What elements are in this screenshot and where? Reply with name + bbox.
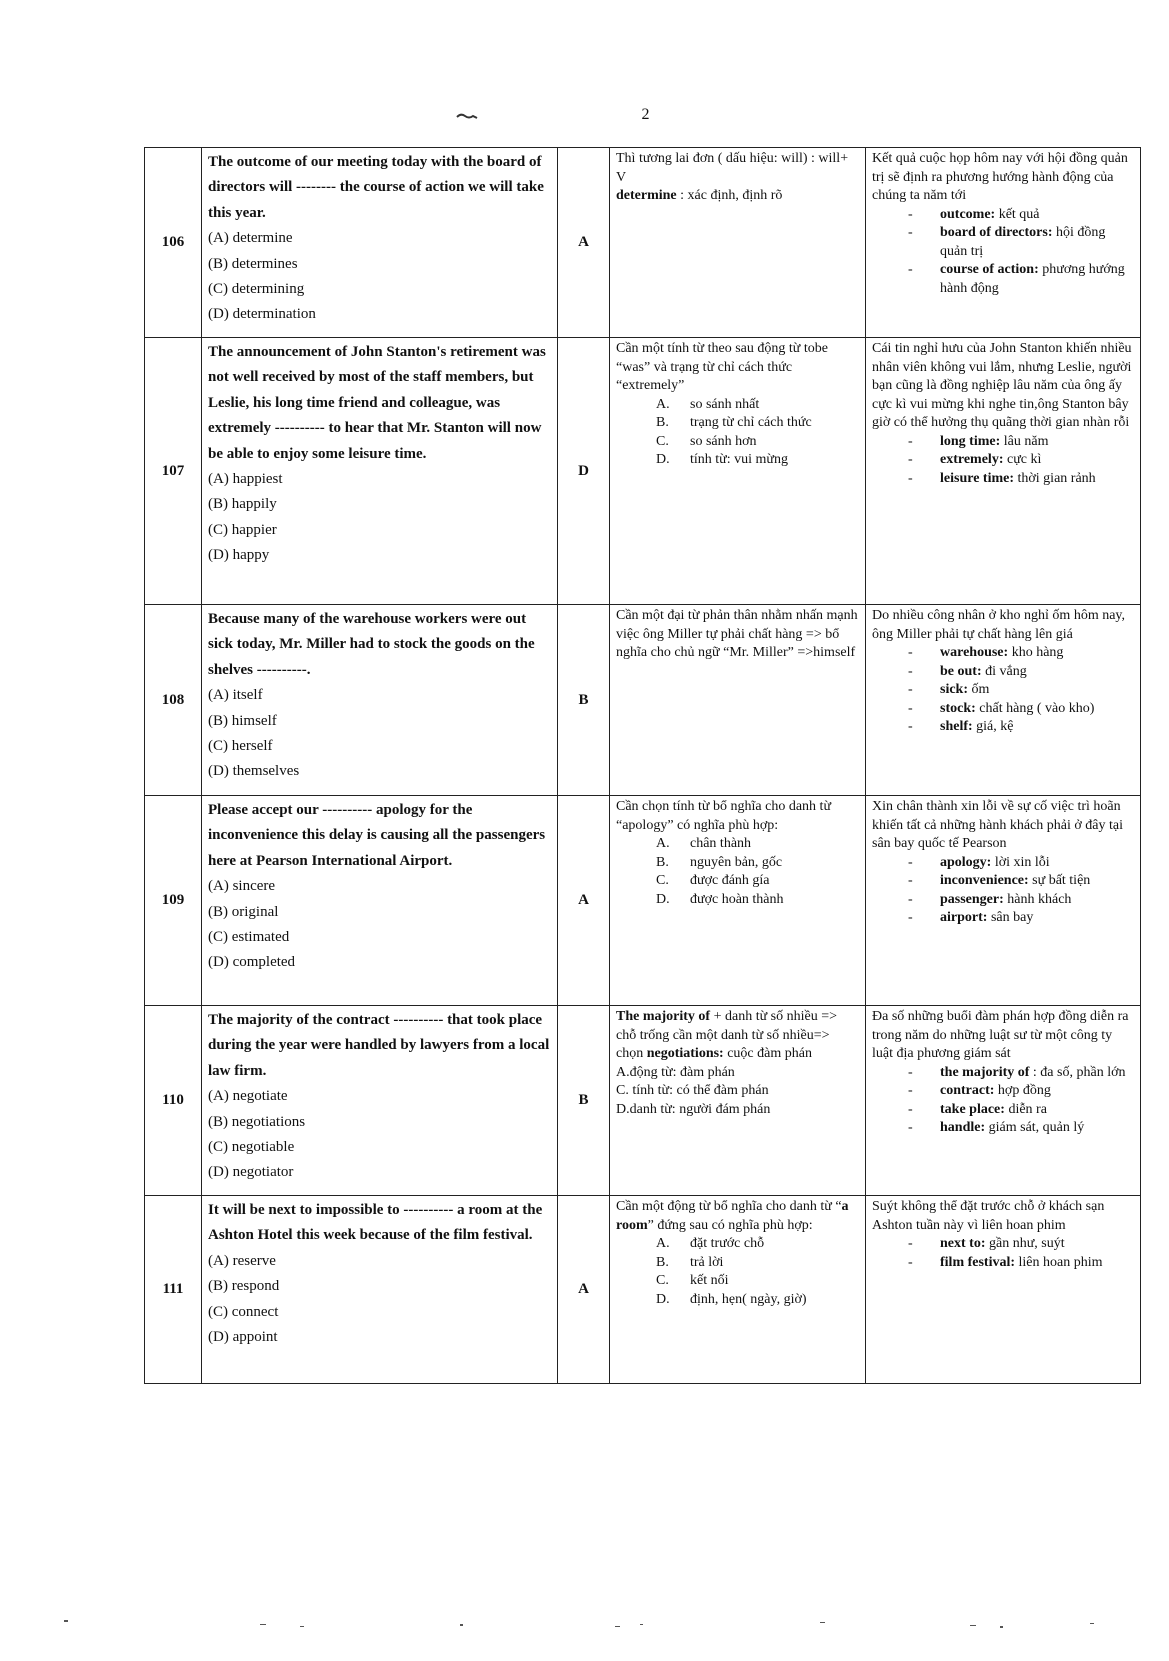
choice-meanings	[616, 835, 859, 909]
choice-meaning	[656, 835, 859, 854]
vocabulary-entry	[940, 1119, 1084, 1138]
vocabulary-term: take place:	[940, 1101, 1005, 1117]
translation-cell	[866, 1006, 1141, 1196]
dash-bullet: -	[908, 225, 913, 240]
translation-cell	[866, 148, 1141, 338]
vocabulary-entry	[940, 700, 1094, 719]
correct-answer: B	[558, 1006, 610, 1196]
vocabulary-list	[872, 1235, 1134, 1272]
choice-meaning	[656, 451, 859, 470]
answer-option: (A) reserve	[208, 1252, 276, 1269]
explanation-cell	[610, 796, 866, 1006]
answer-option: (B) negotiations	[208, 1113, 306, 1130]
choice-text: nguyên bản, gốc	[690, 854, 783, 870]
vocabulary-item	[908, 433, 1134, 452]
dash-bullet: -	[908, 206, 913, 222]
vocabulary-definition: ốm	[968, 682, 990, 697]
vocabulary-term: next to:	[940, 1236, 986, 1251]
choice-text: đặt trước chỗ	[690, 1236, 765, 1251]
choice-meaning	[656, 891, 859, 910]
vocabulary-term: extremely:	[940, 452, 1004, 467]
vocabulary-list	[872, 206, 1134, 299]
vocabulary-item	[908, 681, 1134, 700]
answer-table	[144, 147, 1141, 1384]
vocabulary-definition: : đa số, phần lớn	[1029, 1064, 1126, 1080]
answer-option: (C) determining	[208, 281, 305, 298]
dash-bullet: -	[908, 452, 913, 467]
choice-letter: B.	[656, 854, 669, 870]
translation-cell	[866, 338, 1141, 605]
question-number: 106	[145, 148, 202, 338]
choice-letter: D.	[656, 452, 670, 467]
explanation-line: D.danh từ: người đám phán	[616, 1101, 771, 1117]
explanation-term	[616, 187, 859, 206]
answer-option: (B) original	[208, 903, 279, 920]
vocabulary-entry	[940, 663, 1027, 682]
vocabulary-term: apology:	[940, 854, 992, 870]
explanation-text: Cần một đại từ phản thân nhằm nhấn mạnh việc ông Miller tự phải chất hàng => bổ nghĩa cho chủ ngữ “Mr. Miller” =>himself	[616, 608, 858, 660]
dash-bullet: -	[908, 663, 913, 679]
question-cell	[202, 796, 558, 1006]
correct-answer: D	[558, 338, 610, 605]
table-row	[145, 796, 1141, 1006]
answer-option: (B) happily	[208, 496, 277, 513]
question-number: 111	[145, 1196, 202, 1384]
vocabulary-item	[908, 224, 1134, 261]
translation-text: Cái tin nghỉ hưu của John Stanton khiến nhiều nhân viên không vui lắm, nhưng Leslie, người bạn cũng là đồng nghiệp lâu năm của ông ấy cực kì vui mừng khi nghe tin,ông Stanton bây giờ có thể hưởng thụ quãng thời gian nhàn rỗi	[872, 341, 1132, 430]
term-definition: : xác định, định rõ	[676, 188, 783, 203]
choice-text: so sánh nhất	[690, 396, 760, 412]
translation-text: Suýt không thể đặt trước chỗ ở khách sạn Ashton tuần này vì liên hoan phim	[872, 1199, 1105, 1233]
vocabulary-definition: chất hàng ( vào kho)	[975, 700, 1095, 716]
vocabulary-term: film festival:	[940, 1254, 1016, 1270]
explanation-text	[616, 1198, 859, 1235]
explanation-segment: negotiations:	[646, 1046, 724, 1061]
dash-bullet: -	[908, 1101, 913, 1117]
vocabulary-item	[908, 470, 1134, 489]
dash-bullet: -	[908, 682, 913, 697]
table-row	[145, 1196, 1141, 1384]
correct-answer: A	[558, 796, 610, 1006]
answer-option: (B) respond	[208, 1278, 280, 1295]
explanation-line: C. tính từ: có thể đàm phán	[616, 1083, 769, 1098]
translation-text: Do nhiều công nhân ở kho nghỉ ốm hôm nay, ông Miller phải tự chất hàng lên giá	[872, 608, 1126, 642]
choice-text: được hoàn thành	[690, 891, 784, 907]
vocabulary-term: the majority of	[940, 1064, 1030, 1080]
answer-option: (D) completed	[208, 954, 296, 971]
vocabulary-item	[908, 1119, 1134, 1138]
question-number: 108	[145, 605, 202, 796]
dash-bullet: -	[908, 645, 913, 660]
vocabulary-term: handle:	[940, 1120, 986, 1135]
vocabulary-item	[908, 451, 1134, 470]
vocabulary-entry	[940, 644, 1063, 663]
vocabulary-list	[872, 433, 1134, 489]
explanation-text: Cần chọn tính từ bổ nghĩa cho danh từ “apology” có nghĩa phù hợp:	[616, 799, 832, 833]
vocabulary-definition: hội đồng quản trị	[940, 225, 1106, 259]
dash-bullet: -	[908, 873, 913, 888]
choice-text: so sánh hơn	[690, 433, 757, 449]
choice-letter: C.	[656, 873, 669, 888]
vocabulary-term: long time:	[940, 433, 1001, 449]
answer-option: (C) happier	[208, 521, 277, 538]
question-stem: It will be next to impossible to ---------- a room at the Ashton Hotel this week because of the film festival.	[208, 1202, 543, 1244]
explanation-segment: a room	[616, 1199, 849, 1233]
vocabulary-term: inconvenience:	[940, 873, 1029, 888]
explanation-text: Thì tương lai đơn ( dấu hiệu: will) : will+ V	[616, 151, 849, 185]
vocabulary-term: warehouse:	[940, 645, 1009, 660]
explanation-text	[616, 1008, 859, 1064]
dash-bullet: -	[908, 470, 913, 486]
choice-meaning	[656, 872, 859, 891]
vocabulary-definition: lời xin lỗi	[991, 854, 1050, 870]
vocabulary-term: board of directors:	[940, 225, 1053, 240]
scan-noise-dots	[0, 1612, 1169, 1642]
answer-option: (B) himself	[208, 712, 277, 729]
translation-text: Xin chân thành xin lỗi về sự cố việc trì hoãn khiến tất cả những hành khách phải ở đây tại sân bay quốc tế Pearson	[872, 799, 1123, 851]
translation-cell	[866, 1196, 1141, 1384]
answer-option: (C) estimated	[208, 929, 290, 946]
vocabulary-definition: hành khách	[1003, 891, 1072, 907]
vocabulary-entry	[940, 261, 1134, 298]
vocabulary-item	[908, 261, 1134, 298]
dash-bullet: -	[908, 719, 913, 734]
question-stem: The majority of the contract ---------- that took place during the year were handled by lawyers from a local law firm.	[208, 1012, 550, 1079]
vocabulary-entry	[940, 891, 1071, 910]
choice-text: tính từ: vui mừng	[690, 452, 789, 467]
term: determine	[616, 188, 677, 203]
vocabulary-term: be out:	[940, 663, 982, 679]
vocabulary-definition: diễn ra	[1004, 1101, 1047, 1117]
choice-meaning	[656, 433, 859, 452]
choice-meaning	[656, 1235, 859, 1254]
dash-bullet: -	[908, 1064, 913, 1080]
dash-bullet: -	[908, 854, 913, 870]
question-cell	[202, 1196, 558, 1384]
vocabulary-definition: kho hàng	[1008, 645, 1064, 660]
choice-meanings	[616, 1235, 859, 1309]
explanation-segment: cuộc đàm phán	[723, 1046, 812, 1061]
answer-option: (D) determination	[208, 306, 316, 323]
choice-letter: D.	[656, 891, 670, 907]
answer-option: (D) appoint	[208, 1329, 278, 1346]
vocabulary-item	[908, 700, 1134, 719]
vocabulary-item	[908, 909, 1134, 928]
vocabulary-entry	[940, 1235, 1065, 1254]
translation-text: Đa số những buổi đàm phán hợp đồng diễn ra trong năm do những luật sư từ một công ty luật địa phương giám sát	[872, 1009, 1129, 1061]
vocabulary-entry	[940, 872, 1090, 891]
vocabulary-definition: cực kì	[1003, 452, 1042, 467]
vocabulary-definition: kết quả	[995, 206, 1040, 222]
dash-bullet: -	[908, 1236, 913, 1251]
scan-artifact-mark	[456, 112, 478, 120]
choice-text: kết nối	[690, 1273, 729, 1288]
explanation-segment: Cần một động từ bổ nghĩa cho danh từ “	[616, 1199, 842, 1214]
vocabulary-definition: phương hướng hành động	[940, 262, 1125, 296]
choice-letter: A.	[656, 836, 670, 851]
vocabulary-definition: thời gian rảnh	[1014, 470, 1096, 486]
vocabulary-entry	[940, 1082, 1051, 1101]
vocabulary-entry	[940, 1254, 1103, 1273]
choice-meaning	[656, 1272, 859, 1291]
explanation-segment: The majority of	[616, 1009, 711, 1024]
vocabulary-term: contract:	[940, 1083, 995, 1098]
question-stem: The announcement of John Stanton's retirement was not well received by most of the staff members, but Leslie, his long time friend and colleague, was extremely ---------- to hear that Mr. Stanton will now be able to enjoy some leisure time.	[208, 344, 546, 462]
question-number: 107	[145, 338, 202, 605]
dash-bullet: -	[908, 1120, 913, 1135]
explanation-segment: + danh từ số nhiều => chỗ trống cần một danh từ số nhiều=> chọn	[616, 1009, 838, 1061]
choice-letter: D.	[656, 1291, 670, 1307]
vocabulary-definition: đi vắng	[981, 663, 1027, 679]
choice-text: định, hẹn( ngày, giờ)	[690, 1291, 807, 1307]
vocabulary-entry	[940, 224, 1134, 261]
vocabulary-list	[872, 1064, 1134, 1138]
choice-meaning	[656, 414, 859, 433]
choice-text: trạng từ chỉ cách thức	[690, 415, 812, 430]
question-cell	[202, 148, 558, 338]
correct-answer: B	[558, 605, 610, 796]
vocabulary-entry	[940, 206, 1040, 225]
vocabulary-entry	[940, 1101, 1047, 1120]
question-cell	[202, 338, 558, 605]
vocabulary-item	[908, 854, 1134, 873]
vocabulary-term: sick:	[940, 682, 968, 697]
vocabulary-definition: sự bất tiện	[1028, 873, 1091, 888]
answer-option: (A) sincere	[208, 878, 276, 895]
vocabulary-term: passenger:	[940, 891, 1004, 907]
dash-bullet: -	[908, 1083, 913, 1098]
vocabulary-item	[908, 206, 1134, 225]
explanation-cell	[610, 1196, 866, 1384]
vocabulary-item	[908, 1064, 1134, 1083]
correct-answer: A	[558, 148, 610, 338]
vocabulary-term: course of action:	[940, 262, 1039, 277]
answer-option: (B) determines	[208, 255, 298, 272]
answer-option: (A) determine	[208, 230, 293, 247]
vocabulary-item	[908, 663, 1134, 682]
dash-bullet: -	[908, 891, 913, 907]
answer-option: (D) themselves	[208, 763, 300, 780]
choice-text: trả lời	[690, 1254, 724, 1270]
explanation-cell	[610, 1006, 866, 1196]
vocabulary-entry	[940, 451, 1041, 470]
vocabulary-definition: sân bay	[987, 910, 1034, 925]
answer-option: (C) negotiable	[208, 1139, 295, 1156]
translation-cell	[866, 605, 1141, 796]
answer-option: (A) itself	[208, 687, 263, 704]
vocabulary-item	[908, 644, 1134, 663]
answer-option: (A) negotiate	[208, 1088, 288, 1105]
vocabulary-definition: lâu năm	[1000, 433, 1049, 449]
choice-meaning	[656, 396, 859, 415]
table-row	[145, 1006, 1141, 1196]
correct-answer: A	[558, 1196, 610, 1384]
table-row	[145, 605, 1141, 796]
question-cell	[202, 605, 558, 796]
choice-letter: A.	[656, 1236, 670, 1251]
vocabulary-term: shelf:	[940, 719, 973, 734]
vocabulary-entry	[940, 854, 1050, 873]
choice-letter: A.	[656, 396, 670, 412]
vocabulary-list	[872, 854, 1134, 928]
choice-letter: C.	[656, 433, 669, 449]
vocabulary-definition: hợp đồng	[994, 1083, 1051, 1098]
vocabulary-entry	[940, 718, 1014, 737]
answer-option: (D) negotiator	[208, 1164, 294, 1181]
answer-option: (C) connect	[208, 1303, 279, 1320]
answer-option: (A) happiest	[208, 471, 283, 488]
choice-letter: B.	[656, 1254, 669, 1270]
answer-option: (C) herself	[208, 738, 273, 755]
table-row	[145, 338, 1141, 605]
vocabulary-item	[908, 1254, 1134, 1273]
vocabulary-entry	[940, 1064, 1125, 1083]
question-stem: Please accept our ---------- apology for the inconvenience this delay is causing all the passengers here at Pearson International Airport.	[208, 802, 546, 869]
explanation-cell	[610, 148, 866, 338]
dash-bullet: -	[908, 1254, 913, 1270]
translation-cell	[866, 796, 1141, 1006]
vocabulary-entry	[940, 681, 989, 700]
explanation-cell	[610, 605, 866, 796]
answer-option: (D) happy	[208, 547, 270, 564]
question-number: 110	[145, 1006, 202, 1196]
vocabulary-entry	[940, 433, 1048, 452]
choice-letter: B.	[656, 415, 669, 430]
translation-text: Kết quả cuộc họp hôm nay với hội đồng quản trị sẽ định ra phương hướng hành động của chúng ta năm tới	[872, 151, 1128, 203]
vocabulary-definition: giám sát, quản lý	[985, 1120, 1085, 1135]
dash-bullet: -	[908, 700, 913, 716]
choice-meaning	[656, 854, 859, 873]
vocabulary-entry	[940, 470, 1096, 489]
choice-meaning	[656, 1291, 859, 1310]
question-cell	[202, 1006, 558, 1196]
explanation-line: A.động từ: đàm phán	[616, 1064, 735, 1080]
vocabulary-item	[908, 872, 1134, 891]
vocabulary-list	[872, 644, 1134, 737]
question-number: 109	[145, 796, 202, 1006]
vocabulary-item	[908, 1082, 1134, 1101]
choice-text: được đánh gía	[690, 873, 770, 888]
vocabulary-definition: gần như, suýt	[985, 1236, 1065, 1251]
vocabulary-item	[908, 891, 1134, 910]
vocabulary-entry	[940, 909, 1033, 928]
choice-text: chân thành	[690, 836, 752, 851]
explanation-text: Cần một tính từ theo sau động từ tobe “was” và trạng từ chỉ cách thức “extremely”	[616, 341, 828, 393]
dash-bullet: -	[908, 910, 913, 925]
vocabulary-item	[908, 718, 1134, 737]
explanation-segment: ” đứng sau có nghĩa phù hợp:	[647, 1217, 813, 1233]
choice-meaning	[656, 1254, 859, 1273]
table-row	[145, 148, 1141, 338]
vocabulary-term: outcome:	[940, 206, 996, 222]
vocabulary-item	[908, 1101, 1134, 1120]
vocabulary-term: leisure time:	[940, 470, 1014, 486]
vocabulary-definition: liên hoan phim	[1015, 1254, 1103, 1270]
question-stem: Because many of the warehouse workers were out sick today, Mr. Miller had to stock the goods on the shelves ----------.	[208, 611, 535, 678]
vocabulary-item	[908, 1235, 1134, 1254]
dash-bullet: -	[908, 262, 913, 277]
dash-bullet: -	[908, 433, 913, 449]
question-stem: The outcome of our meeting today with the board of directors will -------- the course of action we will take this year.	[208, 154, 544, 221]
vocabulary-term: stock:	[940, 700, 976, 716]
choice-meanings	[616, 396, 859, 470]
vocabulary-definition: giá, kệ	[972, 719, 1014, 734]
page-number: 2	[641, 106, 650, 123]
explanation-cell	[610, 338, 866, 605]
vocabulary-term: airport:	[940, 910, 988, 925]
choice-letter: C.	[656, 1273, 669, 1288]
